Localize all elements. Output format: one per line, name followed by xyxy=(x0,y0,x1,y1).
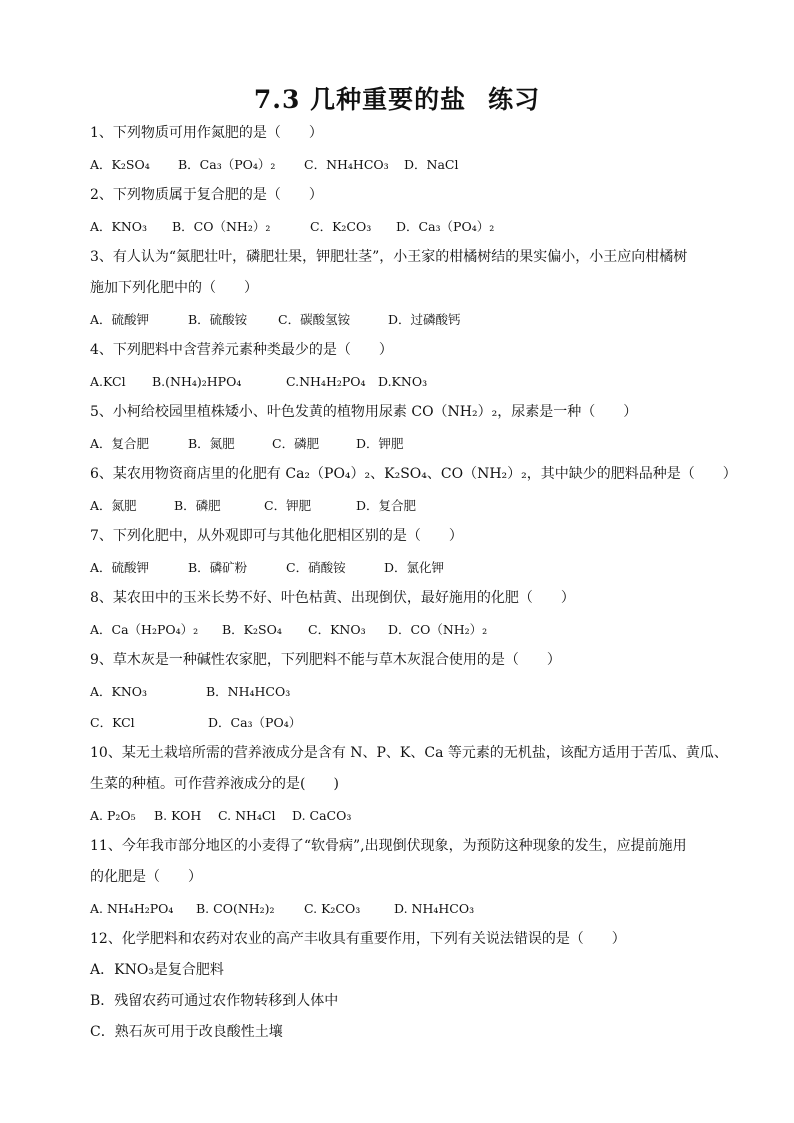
question-6-stem: 6、某农用物资商店里的化肥有 Ca₂（PO₄）₂、K₂SO₄、CO（NH₂）₂，其中缺少的肥料品种是（ ） xyxy=(90,466,737,482)
question-10-options xyxy=(90,800,730,831)
q4-option-b: B.(NH₄)₂HPO₄ xyxy=(152,374,242,389)
q6-option-d: D．复合肥 xyxy=(356,498,417,513)
q2-option-a: A．KNO₃ xyxy=(90,219,148,234)
q2-option-b: B．CO（NH₂）₂ xyxy=(172,219,271,234)
title-code: 7.3 xyxy=(253,85,301,114)
q9-option-b: B．NH₄HCO₃ xyxy=(206,684,291,699)
question-11-options xyxy=(90,893,730,924)
q9-option-c: C．KCl xyxy=(90,715,135,730)
page-title xyxy=(0,80,794,116)
question-4-stem: 4、下列肥料中含营养元素种类最少的是（ ） xyxy=(90,342,393,358)
q7-option-c: C．硝酸铵 xyxy=(286,560,346,575)
q10-option-a: A. P₂O₅ xyxy=(90,808,136,823)
q10-option-d: D. CaCO₃ xyxy=(292,808,352,823)
q4-option-d: D.KNO₃ xyxy=(378,374,428,389)
question-9-options-row-1 xyxy=(90,676,730,707)
q3-option-a: A．硫酸钾 xyxy=(90,312,150,327)
q12-option-a: A．KNO₃是复合肥料 xyxy=(90,962,224,978)
question-8-options xyxy=(90,614,730,645)
q5-option-c: C．磷肥 xyxy=(272,436,320,451)
q6-option-c: C．钾肥 xyxy=(264,498,312,513)
question-6-options xyxy=(90,490,730,521)
q9-option-d: D．Ca₃（PO₄） xyxy=(208,715,302,730)
q5-option-d: D．钾肥 xyxy=(356,436,404,451)
question-7-stem: 7、下列化肥中，从外观即可与其他化肥相区别的是（ ） xyxy=(90,528,463,544)
q3-option-b: B．硫酸铵 xyxy=(188,312,248,327)
q4-option-a: A.KCl xyxy=(90,374,126,389)
question-10-stem-line-1: 10、某无土栽培所需的营养液成分是含有 N、P、K、Ca 等元素的无机盐，该配方适用于苦瓜、黄瓜、 xyxy=(90,745,728,761)
q10-option-b: B. KOH xyxy=(154,808,202,823)
question-9-stem: 9、草木灰是一种碱性农家肥，下列肥料不能与草木灰混合使用的是（ ） xyxy=(90,652,561,668)
question-5-stem: 5、小柯给校园里植株矮小、叶色发黄的植物用尿素 CO（NH₂）₂，尿素是一种（ ） xyxy=(90,404,638,420)
q1-option-c: C．NH₄HCO₃ xyxy=(304,157,389,172)
question-11-stem-line-1: 11、今年我市部分地区的小麦得了“软骨病”,出现倒伏现象，为预防这种现象的发生，应提前施用 xyxy=(90,838,687,854)
q9-option-a: A．KNO₃ xyxy=(90,684,148,699)
q7-option-b: B．磷矿粉 xyxy=(188,560,248,575)
question-11-stem-line-2: 的化肥是（ ） xyxy=(90,869,202,885)
question-5-options xyxy=(90,428,730,459)
question-12-stem: 12、化学肥料和农药对农业的高产丰收具有重要作用，下列有关说法错误的是（ ） xyxy=(90,931,626,947)
q12-option-c: C．熟石灰可用于改良酸性土壤 xyxy=(90,1024,283,1040)
q1-option-b: B．Ca₃（PO₄）₂ xyxy=(178,157,276,172)
q8-option-a: A．Ca（H₂PO₄）₂ xyxy=(90,622,199,637)
question-list xyxy=(90,118,737,1048)
q11-option-c: C. K₂CO₃ xyxy=(304,901,361,916)
q8-option-c: C．KNO₃ xyxy=(308,622,366,637)
question-3-stem-line-2: 施加下列化肥中的（ ） xyxy=(90,280,258,296)
q2-option-d: D．Ca₃（PO₄）₂ xyxy=(396,219,495,234)
q2-option-c: C．K₂CO₃ xyxy=(310,219,372,234)
q11-option-d: D. NH₄HCO₃ xyxy=(394,901,475,916)
q5-option-a: A．复合肥 xyxy=(90,436,150,451)
q8-option-d: D．CO（NH₂）₂ xyxy=(388,622,488,637)
q10-option-c: C. NH₄Cl xyxy=(218,808,276,823)
q11-option-b: B. CO(NH₂)₂ xyxy=(196,901,275,916)
question-4-options xyxy=(90,366,730,397)
q1-option-d: D．NaCl xyxy=(404,157,459,172)
title-main: 几种重要的盐 xyxy=(310,85,467,114)
q11-option-a: A. NH₄H₂PO₄ xyxy=(90,901,174,916)
question-10-stem-line-2: 生菜的种植。可作营养液成分的是( ) xyxy=(90,776,339,792)
q7-option-d: D．氯化钾 xyxy=(384,560,445,575)
q5-option-b: B．氮肥 xyxy=(188,436,235,451)
q4-option-c: C.NH₄H₂PO₄ xyxy=(286,374,366,389)
question-1-options xyxy=(90,149,730,180)
title-suffix: 练习 xyxy=(488,85,541,114)
q7-option-a: A．硫酸钾 xyxy=(90,560,150,575)
q8-option-b: B．K₂SO₄ xyxy=(222,622,282,637)
q6-option-b: B．磷肥 xyxy=(174,498,221,513)
q6-option-a: A．氮肥 xyxy=(90,498,137,513)
question-3-options xyxy=(90,304,730,335)
question-2-stem: 2、下列物质属于复合肥的是（ ） xyxy=(90,187,323,203)
question-8-stem: 8、某农田中的玉米长势不好、叶色枯黄、出现倒伏，最好施用的化肥（ ） xyxy=(90,590,575,606)
q3-option-c: C．碳酸氢铵 xyxy=(278,312,351,327)
question-7-options xyxy=(90,552,730,583)
question-2-options xyxy=(90,211,730,242)
q12-option-b: B．残留农药可通过农作物转移到人体中 xyxy=(90,993,339,1009)
q3-option-d: D．过磷酸钙 xyxy=(388,312,461,327)
question-1-stem: 1、下列物质可用作氮肥的是（ ） xyxy=(90,125,323,141)
question-9-options-row-2 xyxy=(90,707,730,738)
question-3-stem-line-1: 3、有人认为“氮肥壮叶，磷肥壮果，钾肥壮茎”，小王家的柑橘树结的果实偏小，小王应向柑橘树 xyxy=(90,249,688,265)
q1-option-a: A．K₂SO₄ xyxy=(90,157,150,172)
